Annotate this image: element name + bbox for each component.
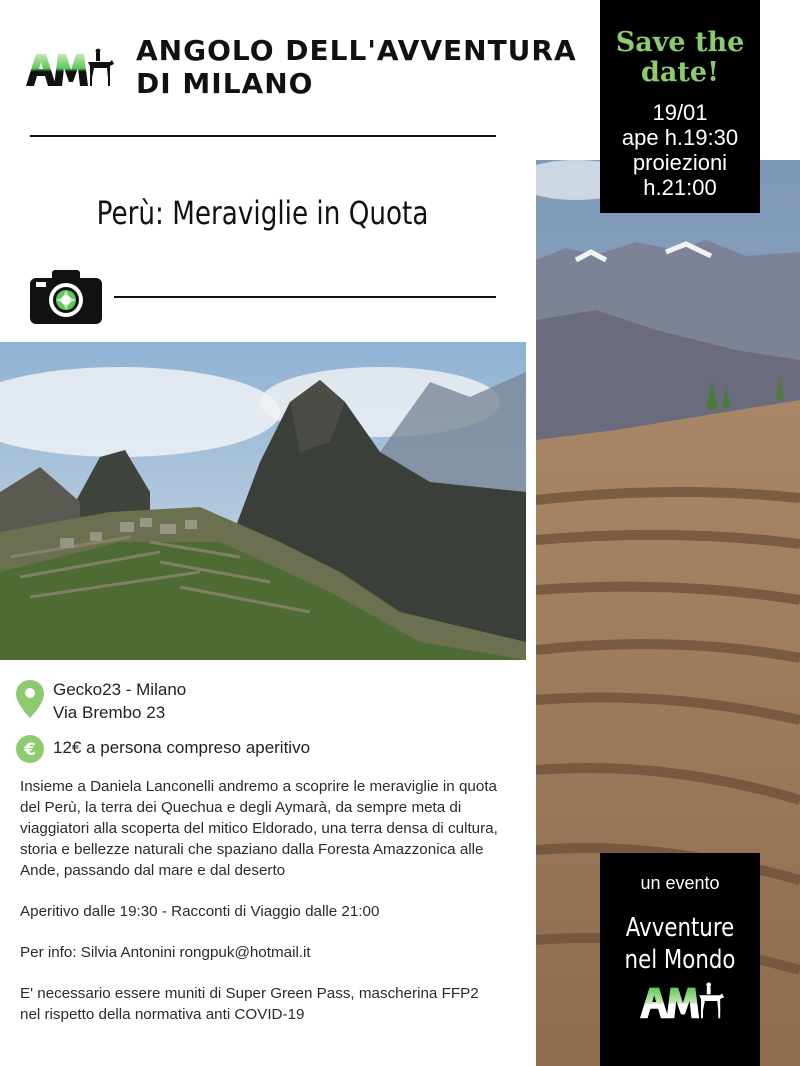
organizer-intro: un evento xyxy=(640,873,720,893)
brand-line-1: ANGOLO DELL'AVVENTURA xyxy=(136,34,577,67)
save-the-date-heading: Save the date! xyxy=(615,27,745,88)
price-text: 12€ a persona compreso aperitivo xyxy=(53,738,311,757)
venue-address: Via Brembo 23 xyxy=(53,703,166,722)
schedule-text: Aperitivo dalle 19:30 - Racconti di Viaggio dalle 21:00 xyxy=(20,903,380,920)
contact-text: Per info: Silvia Antonini rongpuk@hotmail.it xyxy=(20,944,311,961)
organizer-name xyxy=(614,912,745,976)
divider xyxy=(30,135,496,137)
brand-name xyxy=(136,34,596,100)
save-the-date-box xyxy=(600,0,760,213)
am-logo-icon xyxy=(638,980,724,1024)
svg-text:€: € xyxy=(24,740,36,760)
aperitivo-time: ape h.19:30 xyxy=(621,125,739,150)
description-paragraph: Insieme a Daniela Lanconelli andremo a scoprire le meraviglie in quota del Perù, la terra dei Quechua e degli Aymarà, da sempre meta di viaggiatori alla scoperta del mitico Eldorado, una terra densa di cultura, storia e bellezze naturali che spaziano dalla Foresta Amazzonica alle Ande, passando dal mare e dal deserto xyxy=(20,778,498,879)
event-description xyxy=(20,776,500,1045)
event-schedule-summary xyxy=(600,100,760,200)
machu-picchu-photo xyxy=(0,342,526,660)
brand-line-2: DI MILANO xyxy=(136,67,314,100)
location-pin-icon xyxy=(16,680,44,718)
organizer-box xyxy=(600,853,760,1066)
requirements-text: E' necessario essere muniti di Super Green Pass, mascherina FFP2 nel rispetto della normativa anti COVID-19 xyxy=(20,985,479,1023)
divider xyxy=(114,296,496,298)
organizer-line-2: nel Mondo xyxy=(624,945,736,975)
am-logo-icon xyxy=(24,46,114,92)
event-title: Perù: Meraviglie in Quota xyxy=(96,194,429,232)
event-date: 19/01 xyxy=(652,100,708,125)
euro-icon xyxy=(16,735,44,763)
proiezioni-label: proiezioni xyxy=(632,150,728,175)
proiezioni-time: h.21:00 xyxy=(643,175,717,200)
camera-icon xyxy=(30,268,102,324)
organizer-line-1: Avventure xyxy=(625,913,735,943)
venue-block xyxy=(53,678,186,724)
venue-name: Gecko23 - Milano xyxy=(53,680,187,699)
